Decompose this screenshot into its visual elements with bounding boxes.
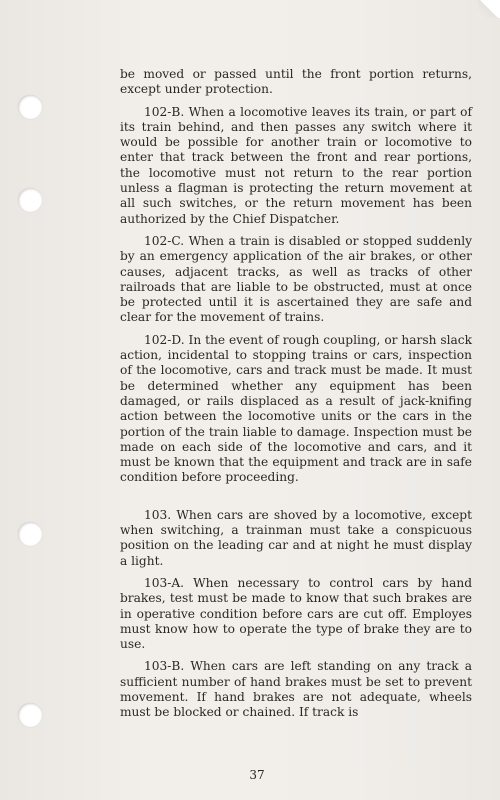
paragraph-rule-102-d: 102-D. In the event of rough coupling, or harsh slack action, incidental to stopping trains or cars, inspection of the locomotive, cars and track must be made. It must be determined whether any equipment has been damaged, or rails displaced as a result of jack-knifing action between the locomotive units or the cars in the portion of the train liable to damage. Inspection must be made on each side of the locomotive and cars, and it must be known that the equipment and track are in safe condition before proceeding. — [120, 332, 472, 485]
text-column — [120, 67, 472, 721]
page-corner-fold — [478, 0, 500, 18]
binder-hole-2 — [18, 188, 42, 212]
paragraph-rule-103: 103. When cars are shoved by a locomotive, except when switching, a trainman must take a conspicuous position on the leading car and at night he must display a light. — [120, 507, 472, 568]
paragraph-rule-102-b: 102-B. When a locomotive leaves its train, or part of its train behind, and then passes any switch where it would be possible for another train or locomotive to enter that track between the front and rear portions, the locomotive must not return to the rear portion unless a flagman is protecting the return movement at all such switches, or the return movement has been authorized by the Chief Dispatcher. — [120, 104, 472, 226]
binder-hole-1 — [18, 95, 42, 119]
paragraph-rule-103-b: 103-B. When cars are left standing on any track a sufficient number of hand brakes must be set to prevent movement. If hand brakes are not adequate, wheels must be blocked or chained. If track is — [120, 659, 472, 720]
paragraph-rule-103-a: 103-A. When necessary to control cars by hand brakes, test must be made to know that such brakes are in operative condition before cars are cut off. Employes must know how to operate the type of brake they are to use. — [120, 575, 472, 652]
paragraph-continuation: be moved or passed until the front portion returns, except under protection. — [120, 67, 472, 97]
binder-hole-3 — [18, 522, 42, 546]
binder-hole-4 — [18, 703, 42, 727]
page-number: 37 — [249, 768, 265, 782]
paragraph-rule-102-c: 102-C. When a train is disabled or stopped suddenly by an emergency application of the air brakes, or other causes, adjacent tracks, as well as tracks of other railroads that are liable to be obstructed, must at once be protected until it is ascertained they are safe and clear for the movement of trains. — [120, 233, 472, 325]
